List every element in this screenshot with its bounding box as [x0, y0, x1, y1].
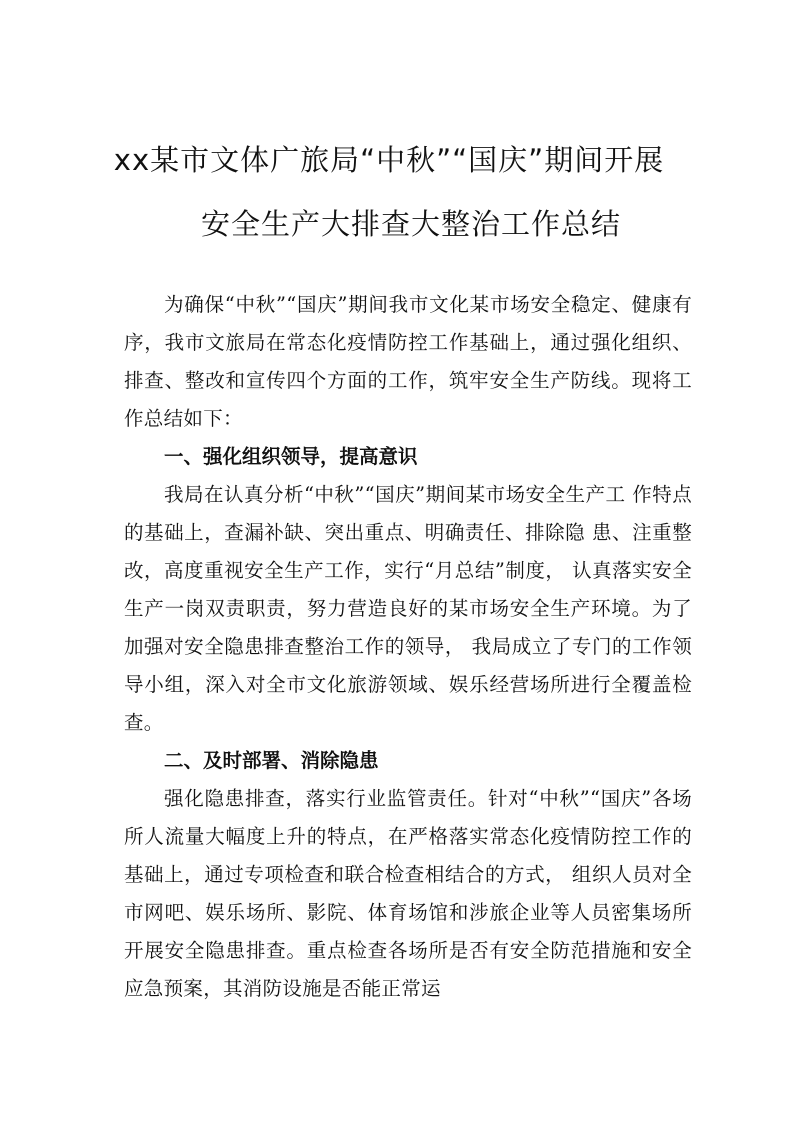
- document-body: [124, 286, 692, 1008]
- intro-paragraph: 为确保“中秋”“国庆”期间我市文化某市场安全稳定、健康有序，我市文旅局在常态化疫情防控工作基础上，通过强化组织、排查、整改和宣传四个方面的工作，筑牢安全生产防线。现将工作总结如下：: [124, 293, 692, 430]
- section-1-paragraph: 我局在认真分析“中秋”“国庆”期间某市场安全生产工 作特点的基础上，查漏补缺、突出重点、明确责任、排除隐 患、注重整改，高度重视安全生产工作，实行“月总结”制度， 认真落实安全生产一岗双责职责，努力营造良好的某市场安全生产环境。为了加强对安全隐患排查整治工作的领导， 我局成立了专门的工作领导小组，深入对全市文化旅游领域、娱乐经营场所进行全覆盖检查。: [124, 483, 692, 734]
- section-2-paragraph: 强化隐患排查，落实行业监管责任。针对“中秋”“国庆”各场所人流量大幅度上升的特点，在严格落实常态化疫情防控工作的基础上，通过专项检查和联合检查相结合的方式， 组织人员对全市网吧、娱乐场所、影院、体育场馆和涉旅企业等人员密集场所开展安全隐患排查。重点检查各场所是否有安全防范措施和安全应急预案，其消防设施是否能正常运: [124, 787, 692, 1000]
- document-title-line-2: 安全生产大排查大整治工作总结: [200, 207, 621, 241]
- section-1-heading: 一、强化组织领导，提高意识: [164, 445, 418, 468]
- section-2-heading: 二、及时部署、消除隐患: [164, 749, 379, 772]
- document-title-line-1: xx某市文体广旅局“中秋”“国庆”期间开展: [113, 143, 665, 177]
